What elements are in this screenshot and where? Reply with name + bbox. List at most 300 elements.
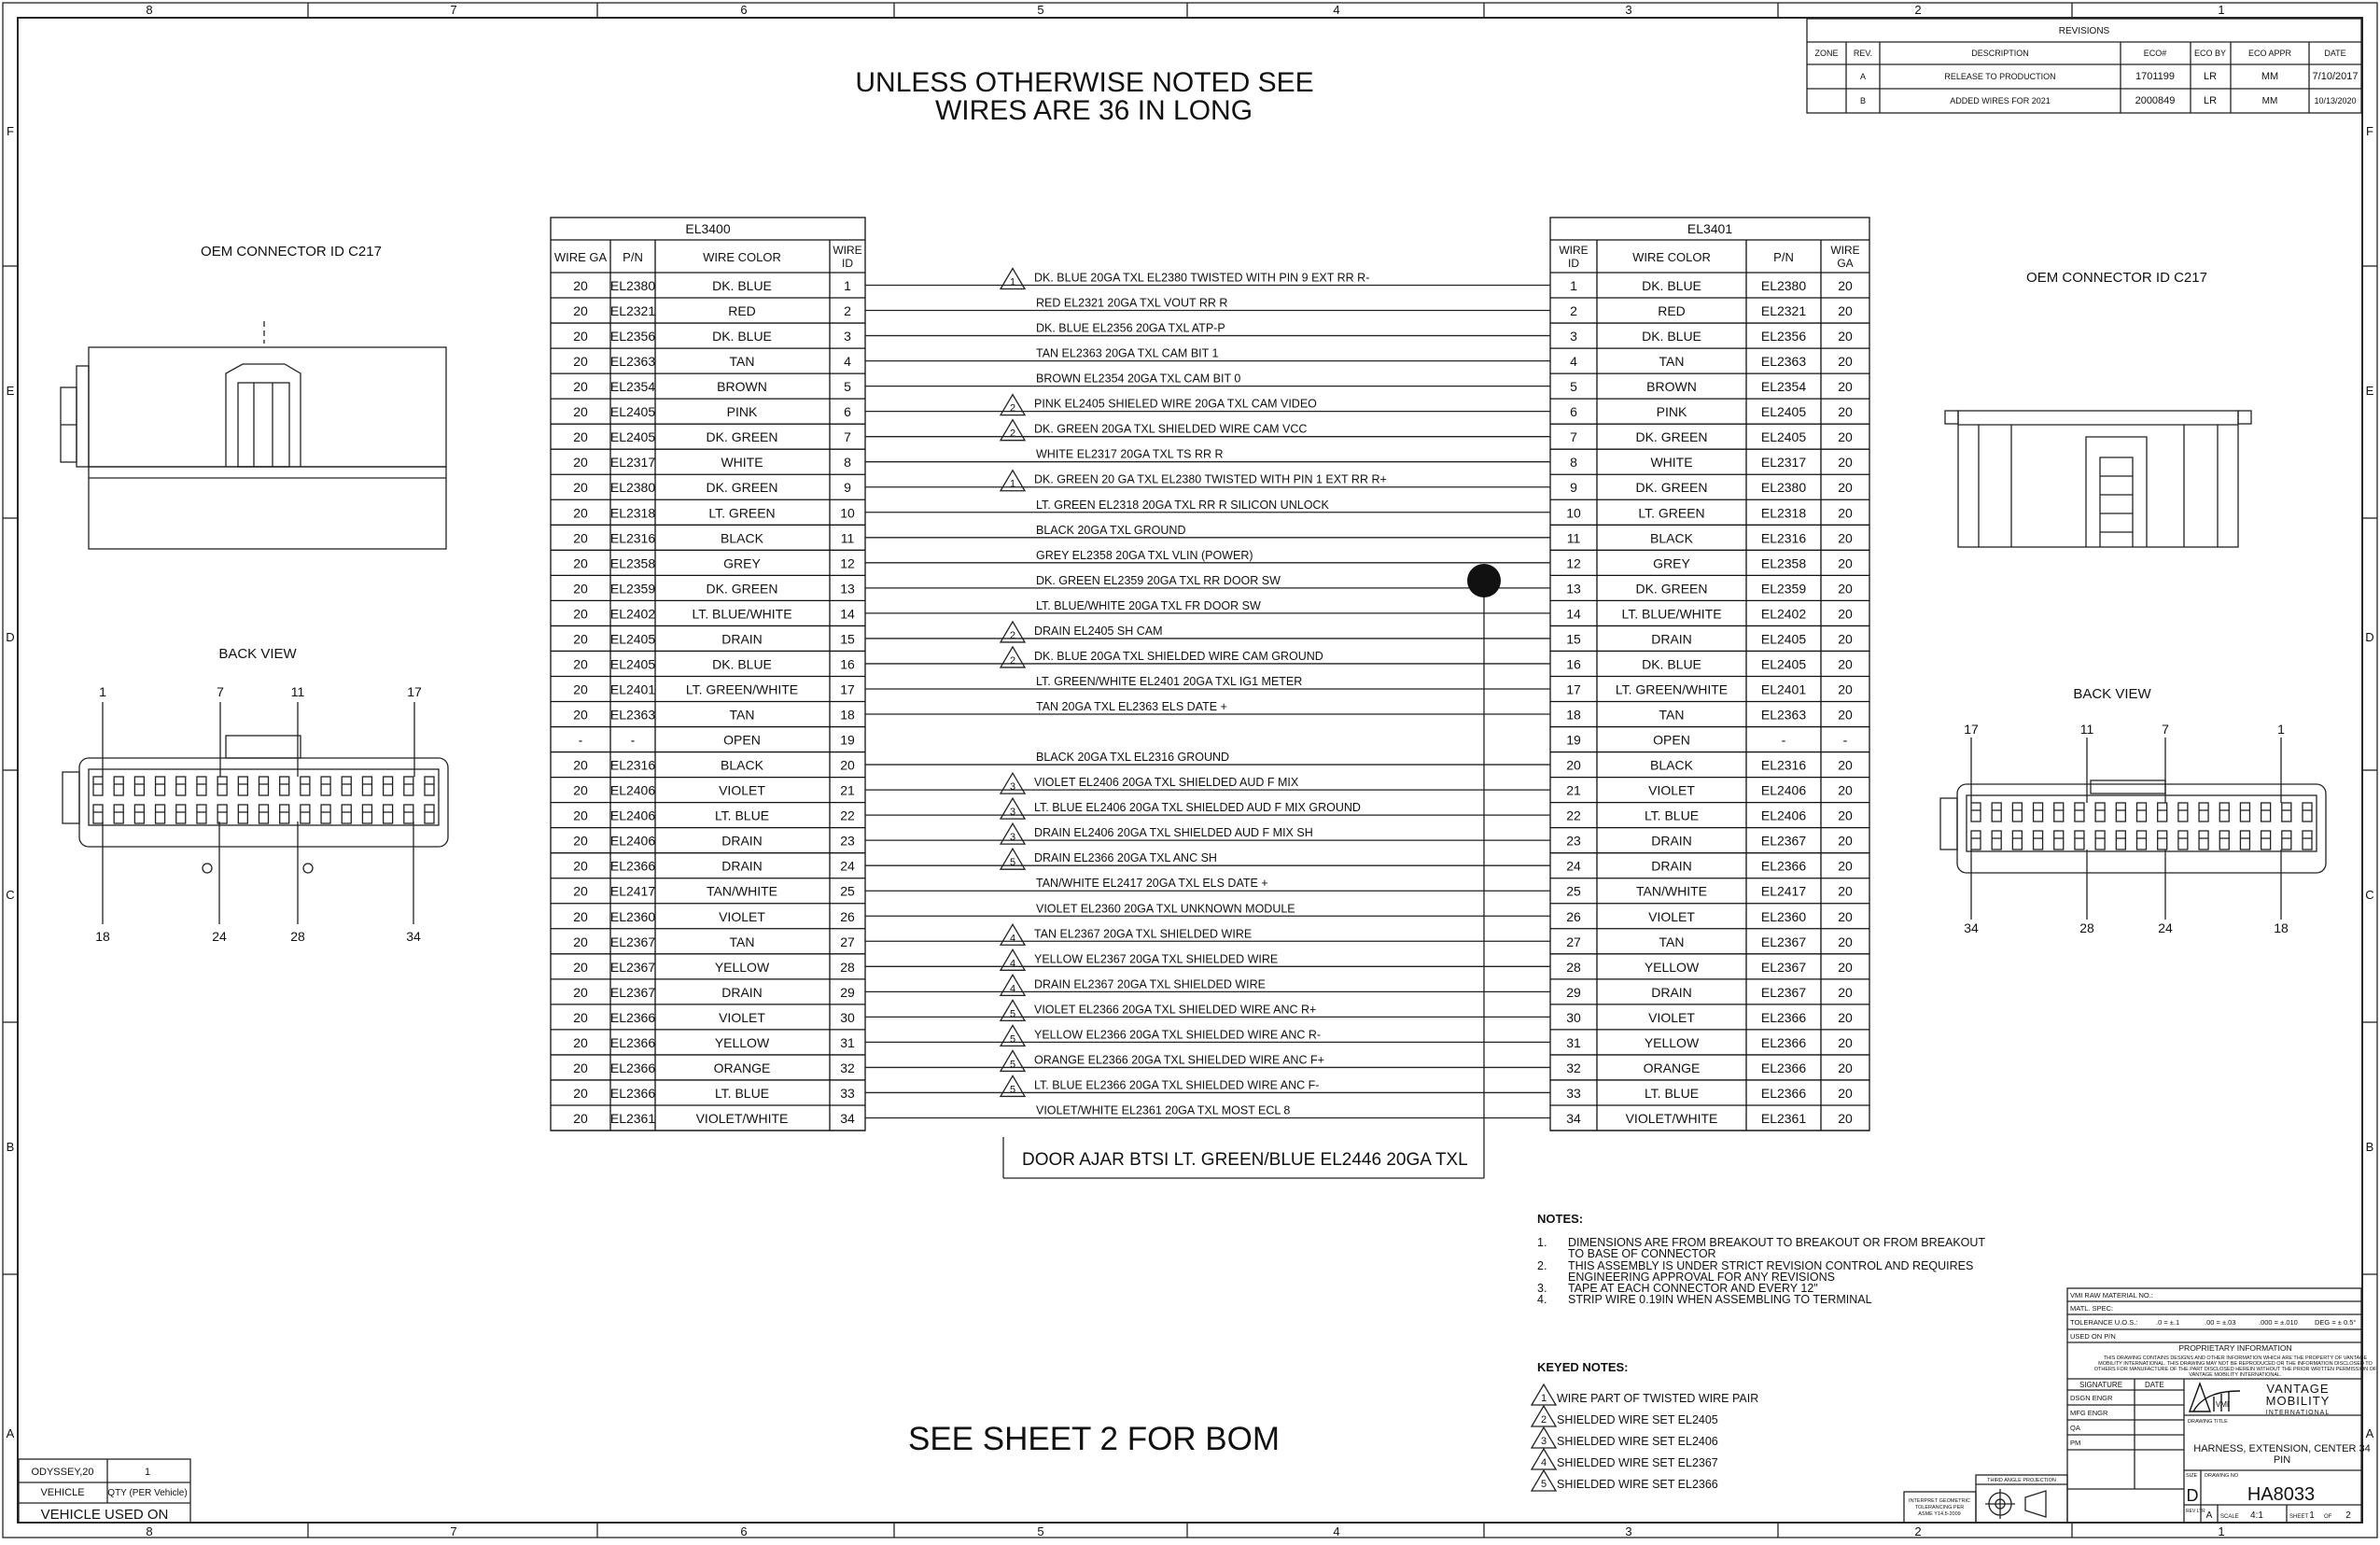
header-wire-color: WIRE COLOR	[1632, 250, 1711, 264]
cell-wire-color: DK. GREEN	[1635, 581, 1708, 597]
zone-row-left: F	[7, 124, 14, 138]
pin-cavity	[259, 805, 269, 823]
cell-wire-color: YELLOW	[1644, 1034, 1700, 1050]
scale-value: 4:1	[2250, 1510, 2263, 1521]
pin-cavity	[134, 805, 144, 823]
cell-wire-color: LT. BLUE	[1644, 1085, 1700, 1101]
sheet-label: SHEET	[2289, 1514, 2309, 1520]
cell-wire-ga: 20	[1838, 908, 1853, 924]
cell-pn: EL2366	[609, 1034, 656, 1050]
cell-pn: EL2363	[609, 707, 656, 723]
cell-pn: EL2321	[609, 303, 656, 319]
cell-pn: EL2366	[609, 1060, 656, 1075]
cell-wire-ga: 20	[573, 833, 588, 849]
note-1-line-2: TO BASE OF CONNECTOR	[1568, 1247, 1716, 1260]
zone-col-top: 7	[450, 3, 457, 17]
cell-wire-ga: 20	[1838, 984, 1853, 1000]
cell-wire-ga: 20	[573, 581, 588, 597]
pin-cavity	[362, 777, 371, 795]
cell-wire-ga: 20	[1838, 505, 1853, 521]
title-block	[1904, 1288, 2377, 1523]
cell-pn: EL2406	[1760, 782, 1807, 798]
wire-label: TAN EL2367 20GA TXL SHIELDED WIRE	[1034, 927, 1253, 941]
cell-wire-color: TAN	[1659, 354, 1685, 370]
pin-cavity	[2178, 803, 2188, 822]
header-wire-ga: WIRE GA	[553, 250, 608, 264]
cell-wire-id: 4	[1570, 354, 1577, 370]
cell-wire-color: DK. GREEN	[706, 429, 778, 445]
cell-wire-ga: 20	[1838, 808, 1853, 823]
cell-wire-id: 18	[840, 707, 855, 723]
zone-col-top: 2	[1914, 3, 1922, 17]
keyed-note-text: SHIELDED WIRE SET EL2367	[1557, 1456, 1718, 1469]
cell-wire-color: DK. BLUE	[1642, 656, 1701, 672]
cell-wire-color: BLACK	[721, 757, 763, 773]
zone-row-right: C	[2365, 888, 2374, 902]
cell-wire-id: 28	[840, 959, 855, 975]
header-note-line-1: UNLESS OTHERWISE NOTED SEE	[855, 67, 1314, 98]
cell-wire-color: VIOLET	[719, 908, 765, 924]
left-pin-17-label: 17	[407, 684, 422, 699]
left-connector-table-el3400	[551, 218, 865, 1131]
cell-pn: -	[630, 732, 636, 748]
cell-wire-color: VIOLET	[1648, 1009, 1695, 1025]
zone-col-top: 1	[2218, 3, 2225, 17]
wire-label: VIOLET EL2366 20GA TXL SHIELDED WIRE ANC R+	[1034, 1003, 1317, 1017]
cell-wire-id: 30	[1566, 1009, 1581, 1025]
cell-wire-color: VIOLET	[1648, 908, 1695, 924]
cell-wire-ga: 20	[1838, 429, 1853, 445]
wire-label: VIOLET/WHITE EL2361 20GA TXL MOST ECL 8	[1036, 1103, 1291, 1117]
cell-pn: EL2366	[1760, 858, 1807, 874]
wire-label: TAN EL2363 20GA TXL CAM BIT 1	[1036, 346, 1219, 360]
cell-pn: EL2318	[1760, 505, 1807, 521]
pin-cavity	[2158, 831, 2167, 850]
left-pin-18-label: 18	[95, 929, 110, 944]
cell-wire-ga: 20	[573, 354, 588, 370]
pin-cavity	[2116, 803, 2125, 822]
pin-cavity	[384, 777, 393, 795]
door-ajar-label: DOOR AJAR BTSI LT. GREEN/BLUE EL2446 20GA TXL	[1022, 1150, 1468, 1170]
rev-a-date: 7/10/2017	[2312, 71, 2359, 82]
cell-wire-color: OPEN	[1653, 732, 1690, 748]
pin-cavity	[2095, 803, 2105, 822]
date-header: DATE	[2145, 1381, 2164, 1389]
cell-wire-id: 28	[1566, 959, 1581, 975]
table-outline	[551, 218, 865, 1131]
pin-cavity	[1992, 803, 2001, 822]
pin-cavity	[2282, 803, 2291, 822]
cell-pn: EL2317	[609, 455, 656, 471]
rev-header-eco: ECO#	[2143, 49, 2167, 58]
cell-pn: EL2417	[1760, 883, 1807, 899]
cell-wire-id: 25	[1566, 883, 1581, 899]
wire-label: LT. BLUE/WHITE 20GA TXL FR DOOR SW	[1036, 598, 1261, 612]
keyed-note-triangle-number: 1	[1009, 478, 1016, 490]
rev-b-eco-appr: MM	[2261, 96, 2278, 106]
cell-wire-ga: 20	[1838, 959, 1853, 975]
cell-wire-id: 33	[1566, 1085, 1581, 1101]
pin-cavity	[1992, 831, 2001, 850]
cell-wire-ga: 20	[1838, 278, 1853, 293]
zone-row-right: D	[2365, 630, 2374, 644]
sig-mfg-engr: MFG ENGR	[2070, 1409, 2108, 1417]
cell-wire-color: DRAIN	[1651, 858, 1692, 874]
cell-pn: EL2360	[1760, 908, 1807, 924]
wire-label: LT. BLUE EL2406 20GA TXL SHIELDED AUD F MIX GROUND	[1034, 801, 1361, 815]
pin-cavity	[2282, 831, 2291, 850]
cell-wire-id: 4	[844, 354, 851, 370]
wire-label: VIOLET EL2406 20GA TXL SHIELDED AUD F MIX	[1034, 776, 1299, 790]
cell-pn: EL2401	[609, 681, 656, 697]
pin-cavity	[197, 777, 206, 795]
cell-wire-color: BLACK	[1650, 530, 1693, 546]
zone-col-bottom: 4	[1333, 1524, 1340, 1538]
cell-wire-id: 31	[840, 1034, 855, 1050]
pin-cavity	[425, 805, 434, 823]
cell-wire-ga: 20	[573, 404, 588, 420]
drawing-title-label: DRAWING TITLE	[2188, 1419, 2228, 1425]
cell-wire-id: 29	[840, 984, 855, 1000]
zone-row-right: B	[2365, 1140, 2374, 1154]
cell-pn: EL2366	[1760, 1009, 1807, 1025]
right-pin-28-label: 28	[2079, 920, 2094, 935]
cell-wire-id: 34	[840, 1110, 855, 1126]
rev-header-rev: REV.	[1853, 49, 1873, 58]
cell-pn: EL2366	[609, 858, 656, 874]
cell-wire-id: 13	[840, 581, 855, 597]
zone-col-bottom: 7	[450, 1524, 457, 1538]
cell-wire-color: LT. BLUE/WHITE	[1621, 606, 1722, 622]
header-wire-id-2: ID	[1568, 257, 1579, 270]
note-1-num: 1.	[1537, 1236, 1547, 1249]
cell-pn: EL2417	[609, 883, 656, 899]
cell-wire-color: YELLOW	[714, 1034, 770, 1050]
cell-wire-id: 24	[1566, 858, 1581, 874]
table-title: EL3400	[685, 221, 731, 236]
zone-col-bottom: 2	[1914, 1524, 1922, 1538]
pin-cavity	[217, 805, 227, 823]
drawing-title-line-1: HARNESS, EXTENSION, CENTER 34	[2193, 1443, 2371, 1454]
cell-wire-ga: 20	[573, 959, 588, 975]
cell-pn: EL2367	[609, 959, 656, 975]
pin-cavity	[321, 805, 330, 823]
cell-wire-color: TAN/WHITE	[1636, 883, 1707, 899]
pin-cavity	[280, 805, 289, 823]
outer-border	[3, 3, 2377, 1538]
cell-wire-color: GREY	[723, 555, 761, 571]
cell-pn: EL2321	[1760, 303, 1807, 319]
logo-text-mobility: MOBILITY	[2265, 1394, 2331, 1408]
zone-col-bottom: 8	[146, 1524, 153, 1538]
cell-wire-id: 16	[1566, 656, 1581, 672]
wire-label: LT. BLUE EL2366 20GA TXL SHIELDED WIRE ANC F-	[1034, 1078, 1320, 1092]
left-pin-28-label: 28	[290, 929, 305, 944]
cell-wire-id: 14	[1566, 606, 1581, 622]
cell-pn: EL2367	[1760, 833, 1807, 849]
left-pin-34-label: 34	[406, 929, 421, 944]
wire-label: YELLOW EL2367 20GA TXL SHIELDED WIRE	[1034, 952, 1279, 966]
cell-wire-color: DK. GREEN	[1635, 480, 1708, 496]
notes-block	[1537, 1212, 1985, 1306]
scale-label: SCALE	[2220, 1514, 2239, 1520]
cell-wire-id: 17	[1566, 681, 1581, 697]
cell-wire-color: DK. BLUE	[712, 278, 772, 293]
pin-cavity	[301, 777, 310, 795]
cell-wire-ga: 20	[573, 883, 588, 899]
cell-wire-id: 22	[840, 808, 855, 823]
cell-wire-color: BLACK	[721, 530, 763, 546]
zone-col-top: 5	[1037, 3, 1044, 17]
cell-pn: EL2402	[609, 606, 656, 622]
zone-col-top: 6	[740, 3, 748, 17]
keyed-note-triangle-number: 2	[1009, 654, 1016, 667]
cell-pn: EL2360	[609, 908, 656, 924]
qty-header: QTY (PER Vehicle)	[107, 1488, 188, 1498]
keyed-note-triangle-number: 4	[1540, 1457, 1547, 1468]
pin-cavity	[2199, 831, 2208, 850]
cell-wire-ga: 20	[573, 1034, 588, 1050]
cell-wire-color: LT. BLUE/WHITE	[692, 606, 792, 622]
wire-label: WHITE EL2317 20GA TXL TS RR R	[1036, 447, 1224, 461]
keyed-note-triangle-number: 4	[1009, 933, 1016, 945]
zone-row-left: A	[6, 1426, 15, 1440]
wire-label: LT. GREEN EL2318 20GA TXL RR R SILICON UNLOCK	[1036, 498, 1329, 512]
pin-cavity	[425, 777, 434, 795]
pin-cavity	[156, 777, 165, 795]
pin-cavity	[2012, 831, 2022, 850]
drawing-title-line-2: PIN	[2273, 1454, 2291, 1466]
pin-cavity	[384, 805, 393, 823]
rev-a-rev: A	[1859, 72, 1867, 81]
connector-face	[1967, 795, 2317, 851]
table-title: EL3401	[1687, 221, 1733, 236]
rev-header-description: DESCRIPTION	[1971, 49, 2029, 58]
cell-wire-ga: 20	[573, 1110, 588, 1126]
right-pin-18-label: 18	[2274, 920, 2289, 935]
connector-latch	[63, 772, 79, 823]
notes-title: NOTES:	[1537, 1212, 1584, 1226]
pin-cavity	[114, 805, 123, 823]
cell-wire-ga: 20	[1838, 934, 1853, 949]
mount-hole	[203, 864, 212, 873]
bom-note: SEE SHEET 2 FOR BOM	[907, 1421, 1281, 1457]
cell-pn: EL2366	[1760, 1034, 1807, 1050]
connector-body	[79, 758, 448, 847]
vehicle-used-on: VEHICLE USED ON	[40, 1507, 169, 1523]
cell-wire-id: 27	[1566, 934, 1581, 949]
drawing-number: HA8033	[2247, 1484, 2316, 1505]
pin-cavity	[2095, 831, 2105, 850]
zone-col-top: 3	[1625, 3, 1632, 17]
cell-pn: EL2356	[609, 329, 656, 344]
cell-pn: EL2316	[609, 757, 656, 773]
header-pn: P/N	[623, 250, 643, 264]
cell-wire-color: DRAIN	[1651, 833, 1692, 849]
cell-wire-ga: 20	[573, 480, 588, 496]
cell-wire-color: YELLOW	[714, 959, 770, 975]
sig-pm: PM	[2070, 1439, 2081, 1447]
keyed-note-triangle-number: 5	[1009, 1084, 1016, 1096]
cell-pn: EL2354	[1760, 379, 1807, 395]
cell-pn: EL2405	[1760, 429, 1807, 445]
cell-pn: EL2405	[609, 656, 656, 672]
keyed-note-triangle-number: 2	[1540, 1414, 1547, 1426]
cell-wire-color: WHITE	[1650, 455, 1693, 471]
cell-wire-id: 23	[840, 833, 855, 849]
interpret-line-3: ASME Y14.5-2009	[1918, 1511, 1961, 1517]
keyed-note-triangle-number: 3	[1540, 1436, 1547, 1447]
pin-cavity	[2303, 803, 2312, 822]
zone-row-left: C	[6, 888, 15, 902]
cell-pn: EL2405	[609, 404, 656, 420]
logo-text-vantage: VANTAGE	[2266, 1382, 2330, 1396]
cell-pn: EL2406	[609, 833, 656, 849]
keyed-note-triangle-number: 1	[1009, 276, 1016, 288]
tolerance-3: .000 = ±.010	[2259, 1318, 2298, 1327]
cell-wire-id: 30	[840, 1009, 855, 1025]
cell-wire-ga: 20	[573, 1060, 588, 1075]
keyed-note-triangle-number: 4	[1009, 983, 1016, 995]
header-pn: P/N	[1773, 250, 1794, 264]
left-connector-back-view	[63, 646, 448, 944]
pin-cavity	[176, 777, 186, 795]
breakout-point	[1467, 564, 1501, 597]
wire-label: ORANGE EL2366 20GA TXL SHIELDED WIRE ANC F+	[1034, 1053, 1324, 1067]
pin-cavity	[176, 805, 186, 823]
cell-wire-id: 21	[1566, 782, 1581, 798]
keyed-note-triangle-number: 5	[1540, 1479, 1547, 1490]
wire-label: TAN/WHITE EL2417 20GA TXL ELS DATE +	[1036, 877, 1268, 891]
pin-cavity	[259, 777, 269, 795]
cell-pn: EL2316	[1760, 530, 1807, 546]
rev-header-eco-by: ECO BY	[2193, 49, 2227, 58]
cell-wire-color: WHITE	[721, 455, 763, 471]
cell-wire-id: 10	[840, 505, 855, 521]
cell-wire-id: 22	[1566, 808, 1581, 823]
cell-pn: EL2316	[1760, 757, 1807, 773]
cell-wire-ga: 20	[573, 858, 588, 874]
left-connector-title: OEM CONNECTOR ID C217	[201, 244, 382, 260]
cell-wire-id: 10	[1566, 505, 1581, 521]
keyed-note-triangle-number: 4	[1009, 958, 1016, 970]
keyed-note-text: SHIELDED WIRE SET EL2366	[1557, 1478, 1718, 1491]
pin-cavity	[342, 777, 351, 795]
note-2-line-1: THIS ASSEMBLY IS UNDER STRICT REVISION CONTROL AND REQUIRES	[1568, 1259, 1974, 1272]
connector-latch	[1940, 798, 1957, 850]
cell-wire-color: DK. GREEN	[1635, 429, 1708, 445]
tolerance-2: .00 = ±.03	[2205, 1318, 2236, 1327]
size-value: D	[2186, 1486, 2199, 1505]
rev-a-description: RELEASE TO PRODUCTION	[1944, 72, 2056, 81]
cell-wire-ga: 20	[573, 530, 588, 546]
cell-wire-id: 16	[840, 656, 855, 672]
cell-wire-color: ORANGE	[713, 1060, 771, 1075]
zone-row-right: F	[2366, 124, 2373, 138]
cell-wire-ga: 20	[1838, 354, 1853, 370]
tolerance-1: .0 = ±.1	[2156, 1318, 2180, 1327]
pin-cavity	[217, 777, 227, 795]
cell-pn: EL2363	[609, 354, 656, 370]
cell-wire-color: GREY	[1653, 555, 1690, 571]
cell-wire-id: 6	[844, 404, 851, 420]
keyed-note-triangle-number: 3	[1009, 832, 1016, 844]
pin-cavity	[2303, 831, 2312, 850]
left-pin-24-label: 24	[212, 929, 227, 944]
matl-spec-label: MATL. SPEC:	[2070, 1304, 2114, 1313]
pin-cavity	[2240, 831, 2249, 850]
cell-wire-id: 32	[840, 1060, 855, 1075]
cell-wire-ga: 20	[573, 455, 588, 471]
wire-runs	[865, 269, 1550, 1118]
wire-label: TAN 20GA TXL EL2363 ELS DATE +	[1036, 700, 1227, 714]
keyed-notes-block	[1532, 1360, 1758, 1491]
cell-wire-color: DRAIN	[721, 631, 763, 647]
pin-cavity	[342, 805, 351, 823]
cell-pn: EL2363	[1760, 707, 1807, 723]
pin-cavity	[2261, 831, 2271, 850]
keyed-note-triangle-number: 2	[1009, 402, 1016, 414]
wire-label: LT. GREEN/WHITE EL2401 20GA TXL IG1 METER	[1036, 674, 1303, 688]
rev-b-date: 10/13/2020	[2314, 96, 2357, 105]
cell-wire-ga: 20	[573, 606, 588, 622]
cell-wire-ga: -	[1842, 732, 1848, 748]
right-connector-table-el3401	[1550, 218, 1869, 1131]
keyed-note-triangle-number: 2	[1009, 428, 1016, 440]
pin-cavity	[404, 777, 413, 795]
cell-wire-id: 23	[1566, 833, 1581, 849]
right-pin-34-label: 34	[1964, 920, 1979, 935]
cell-wire-id: 15	[840, 631, 855, 647]
header-wire-id-1: WIRE	[833, 244, 862, 257]
cell-wire-color: YELLOW	[1644, 959, 1700, 975]
proprietary-line-1: THIS DRAWING CONTAINS DESIGNS AND OTHER INFORMATION WHICH ARE THE PROPERTY OF VANTAGE	[2103, 1355, 2368, 1361]
cell-wire-id: 1	[844, 278, 851, 293]
cell-wire-ga: 20	[1838, 379, 1853, 395]
cell-wire-ga: 20	[573, 707, 588, 723]
cell-wire-color: VIOLET/WHITE	[1625, 1110, 1718, 1126]
zone-col-top: 8	[146, 3, 153, 17]
cell-wire-color: DRAIN	[1651, 631, 1692, 647]
cell-pn: EL2367	[1760, 934, 1807, 949]
cell-wire-color: LT. GREEN	[708, 505, 776, 521]
cell-pn: EL2406	[1760, 808, 1807, 823]
keyed-note-text: SHIELDED WIRE SET EL2405	[1557, 1413, 1718, 1426]
keyed-note-triangle-number: 5	[1009, 857, 1016, 869]
cell-wire-ga: 20	[1838, 1060, 1853, 1075]
cell-wire-color: TAN	[729, 354, 755, 370]
header-wire-id-2: ID	[842, 257, 853, 270]
cell-wire-color: OPEN	[723, 732, 761, 748]
wire-label: BROWN EL2354 20GA TXL CAM BIT 0	[1036, 372, 1241, 386]
note-3-num: 3.	[1537, 1282, 1547, 1295]
cell-wire-ga: 20	[573, 1085, 588, 1101]
cell-wire-ga: 20	[1838, 858, 1853, 874]
keyed-notes-title: KEYED NOTES:	[1537, 1360, 1629, 1374]
cell-pn: EL2401	[1760, 681, 1807, 697]
table-outline	[1550, 218, 1869, 1131]
cell-wire-ga: 20	[573, 984, 588, 1000]
cell-wire-id: 8	[844, 455, 851, 471]
keyed-note-text: WIRE PART OF TWISTED WIRE PAIR	[1557, 1392, 1759, 1405]
wire-label: RED EL2321 20GA TXL VOUT RR R	[1036, 296, 1228, 310]
sig-qa: QA	[2070, 1424, 2080, 1432]
cell-wire-ga: 20	[1838, 883, 1853, 899]
cell-wire-id: 20	[840, 757, 855, 773]
cell-pn: EL2316	[609, 530, 656, 546]
pin-cavity	[2075, 831, 2084, 850]
header-wire-ga-2: GA	[1837, 257, 1854, 270]
